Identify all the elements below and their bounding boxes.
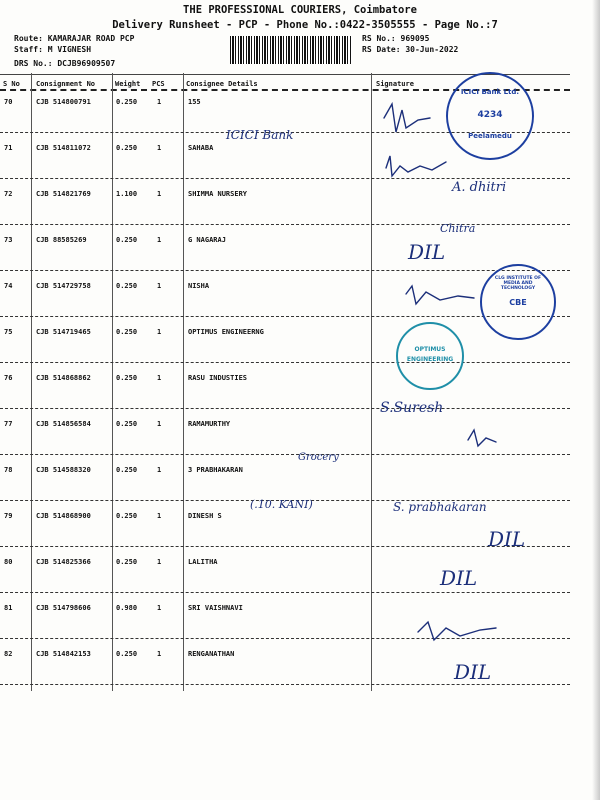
pcs-cell: 1 <box>157 466 162 474</box>
handwritten-note: Chitra <box>440 222 476 235</box>
consignment-cell: CJB 88585269 <box>36 236 87 244</box>
sno-cell: 81 <box>4 604 13 612</box>
sno-cell: 71 <box>4 144 13 152</box>
consignee-cell: 155 <box>188 98 201 106</box>
handwritten-note: S. prabhakaran <box>393 500 487 514</box>
pcs-cell: 1 <box>157 328 162 336</box>
sno-cell: 74 <box>4 282 13 290</box>
pcs-cell: 1 <box>157 558 162 566</box>
consignment-cell: CJB 514868862 <box>36 374 91 382</box>
consignee-cell: G NAGARAJ <box>188 236 226 244</box>
consignment-cell: CJB 514719465 <box>36 328 91 336</box>
signature-row-77 <box>468 430 496 446</box>
handwritten-note: A. dhitri <box>452 180 507 195</box>
pcs-cell: 1 <box>157 98 162 106</box>
weight-cell: 0.250 <box>116 144 138 152</box>
column-header-consignment: Consignment No <box>36 80 96 88</box>
consignment-cell: CJB 514588320 <box>36 466 91 474</box>
handwritten-note: (.10. KANI) <box>250 498 313 511</box>
page-edge <box>592 0 600 800</box>
optimus-engineering-stamp: OPTIMUS ENGINEERING <box>396 322 464 390</box>
column-header-weight: Weight <box>115 80 141 88</box>
weight-cell: 0.250 <box>116 512 138 520</box>
weight-cell: 0.980 <box>116 604 138 612</box>
weight-cell: 0.250 <box>116 98 138 106</box>
handwritten-note: DIL <box>488 527 526 551</box>
consignee-cell: SHIMMA NURSERY <box>188 190 248 198</box>
column-header-consignee: Consignee Details <box>186 80 258 88</box>
handwritten-note: DIL <box>408 240 446 264</box>
consignee-cell: RAMAMURTHY <box>188 420 231 428</box>
sno-cell: 70 <box>4 98 13 106</box>
consignment-cell: CJB 514825366 <box>36 558 91 566</box>
pcs-cell: 1 <box>157 282 162 290</box>
handwritten-note: S.Suresh <box>380 400 444 416</box>
consignee-cell: LALITHA <box>188 558 218 566</box>
consignee-cell: SAHABA <box>188 144 214 152</box>
drs-number: DRS No.: DCJB96909507 <box>14 59 116 68</box>
weight-cell: 0.250 <box>116 558 138 566</box>
sno-cell: 77 <box>4 420 13 428</box>
signature-row-70 <box>384 104 430 132</box>
consignee-cell: 3 PRABHAKARAN <box>188 466 243 474</box>
pcs-cell: 1 <box>157 236 162 244</box>
sno-cell: 72 <box>4 190 13 198</box>
sno-cell: 76 <box>4 374 13 382</box>
sno-cell: 80 <box>4 558 13 566</box>
column-header-sno: S No <box>3 80 20 88</box>
rs-date: RS Date: 30-Jun-2022 <box>362 45 459 54</box>
pcs-cell: 1 <box>157 650 162 658</box>
consignment-cell: CJB 514856584 <box>36 420 91 428</box>
signature-row-81 <box>418 622 496 640</box>
sno-cell: 79 <box>4 512 13 520</box>
sno-cell: 73 <box>4 236 13 244</box>
signature-row-71 <box>386 156 446 176</box>
icici-bank-stamp: ICICI Bank Ltd. 4234 Peelamedu <box>446 72 534 160</box>
consignee-cell: RENGANATHAN <box>188 650 235 658</box>
consignee-cell: DINESH S <box>188 512 222 520</box>
weight-cell: 0.250 <box>116 282 138 290</box>
consignment-cell: CJB 514800791 <box>36 98 91 106</box>
pcs-cell: 1 <box>157 420 162 428</box>
consignee-cell: NISHA <box>188 282 210 290</box>
weight-cell: 0.250 <box>116 374 138 382</box>
consignment-cell: CJB 514821769 <box>36 190 91 198</box>
document-title: THE PROFESSIONAL COURIERS, Coimbatore <box>183 4 417 16</box>
handwritten-note: ICICI Bank <box>226 128 294 142</box>
pcs-cell: 1 <box>157 144 162 152</box>
pcs-cell: 1 <box>157 190 162 198</box>
consignment-cell: CJB 514842153 <box>36 650 91 658</box>
consignment-cell: CJB 514811072 <box>36 144 91 152</box>
document-subtitle: Delivery Runsheet - PCP - Phone No.:0422-3505555 - Page No.:7 <box>112 19 498 31</box>
weight-cell: 0.250 <box>116 420 138 428</box>
staff-label: Staff: M VIGNESH <box>14 45 92 54</box>
column-header-pcs: PCS <box>152 80 165 88</box>
pcs-cell: 1 <box>157 512 162 520</box>
consignment-cell: CJB 514868900 <box>36 512 91 520</box>
handwritten-note: DIL <box>440 566 478 590</box>
consignee-cell: OPTIMUS ENGINEERNG <box>188 328 264 336</box>
weight-cell: 0.250 <box>116 650 138 658</box>
route-label: Route: KAMARAJAR ROAD PCP <box>14 34 135 43</box>
signature-row-74 <box>406 286 474 304</box>
pcs-cell: 1 <box>157 374 162 382</box>
consignment-cell: CJB 514729758 <box>36 282 91 290</box>
sno-cell: 82 <box>4 650 13 658</box>
weight-cell: 0.250 <box>116 466 138 474</box>
clg-institute-stamp: CLG INSTITUTE OF MEDIA AND TECHNOLOGY CBE <box>480 264 556 340</box>
weight-cell: 1.100 <box>116 190 138 198</box>
column-header-signature: Signature <box>376 80 414 88</box>
rs-number: RS No.: 969095 <box>362 34 430 43</box>
consignee-cell: SRI VAISHNAVI <box>188 604 243 612</box>
weight-cell: 0.250 <box>116 236 138 244</box>
consignment-cell: CJB 514798606 <box>36 604 91 612</box>
weight-cell: 0.250 <box>116 328 138 336</box>
handwritten-note: DIL <box>454 660 492 684</box>
consignee-cell: RASU INDUSTIES <box>188 374 248 382</box>
pcs-cell: 1 <box>157 604 162 612</box>
sno-cell: 75 <box>4 328 13 336</box>
sno-cell: 78 <box>4 466 13 474</box>
handwritten-note: Grocery <box>298 452 339 463</box>
